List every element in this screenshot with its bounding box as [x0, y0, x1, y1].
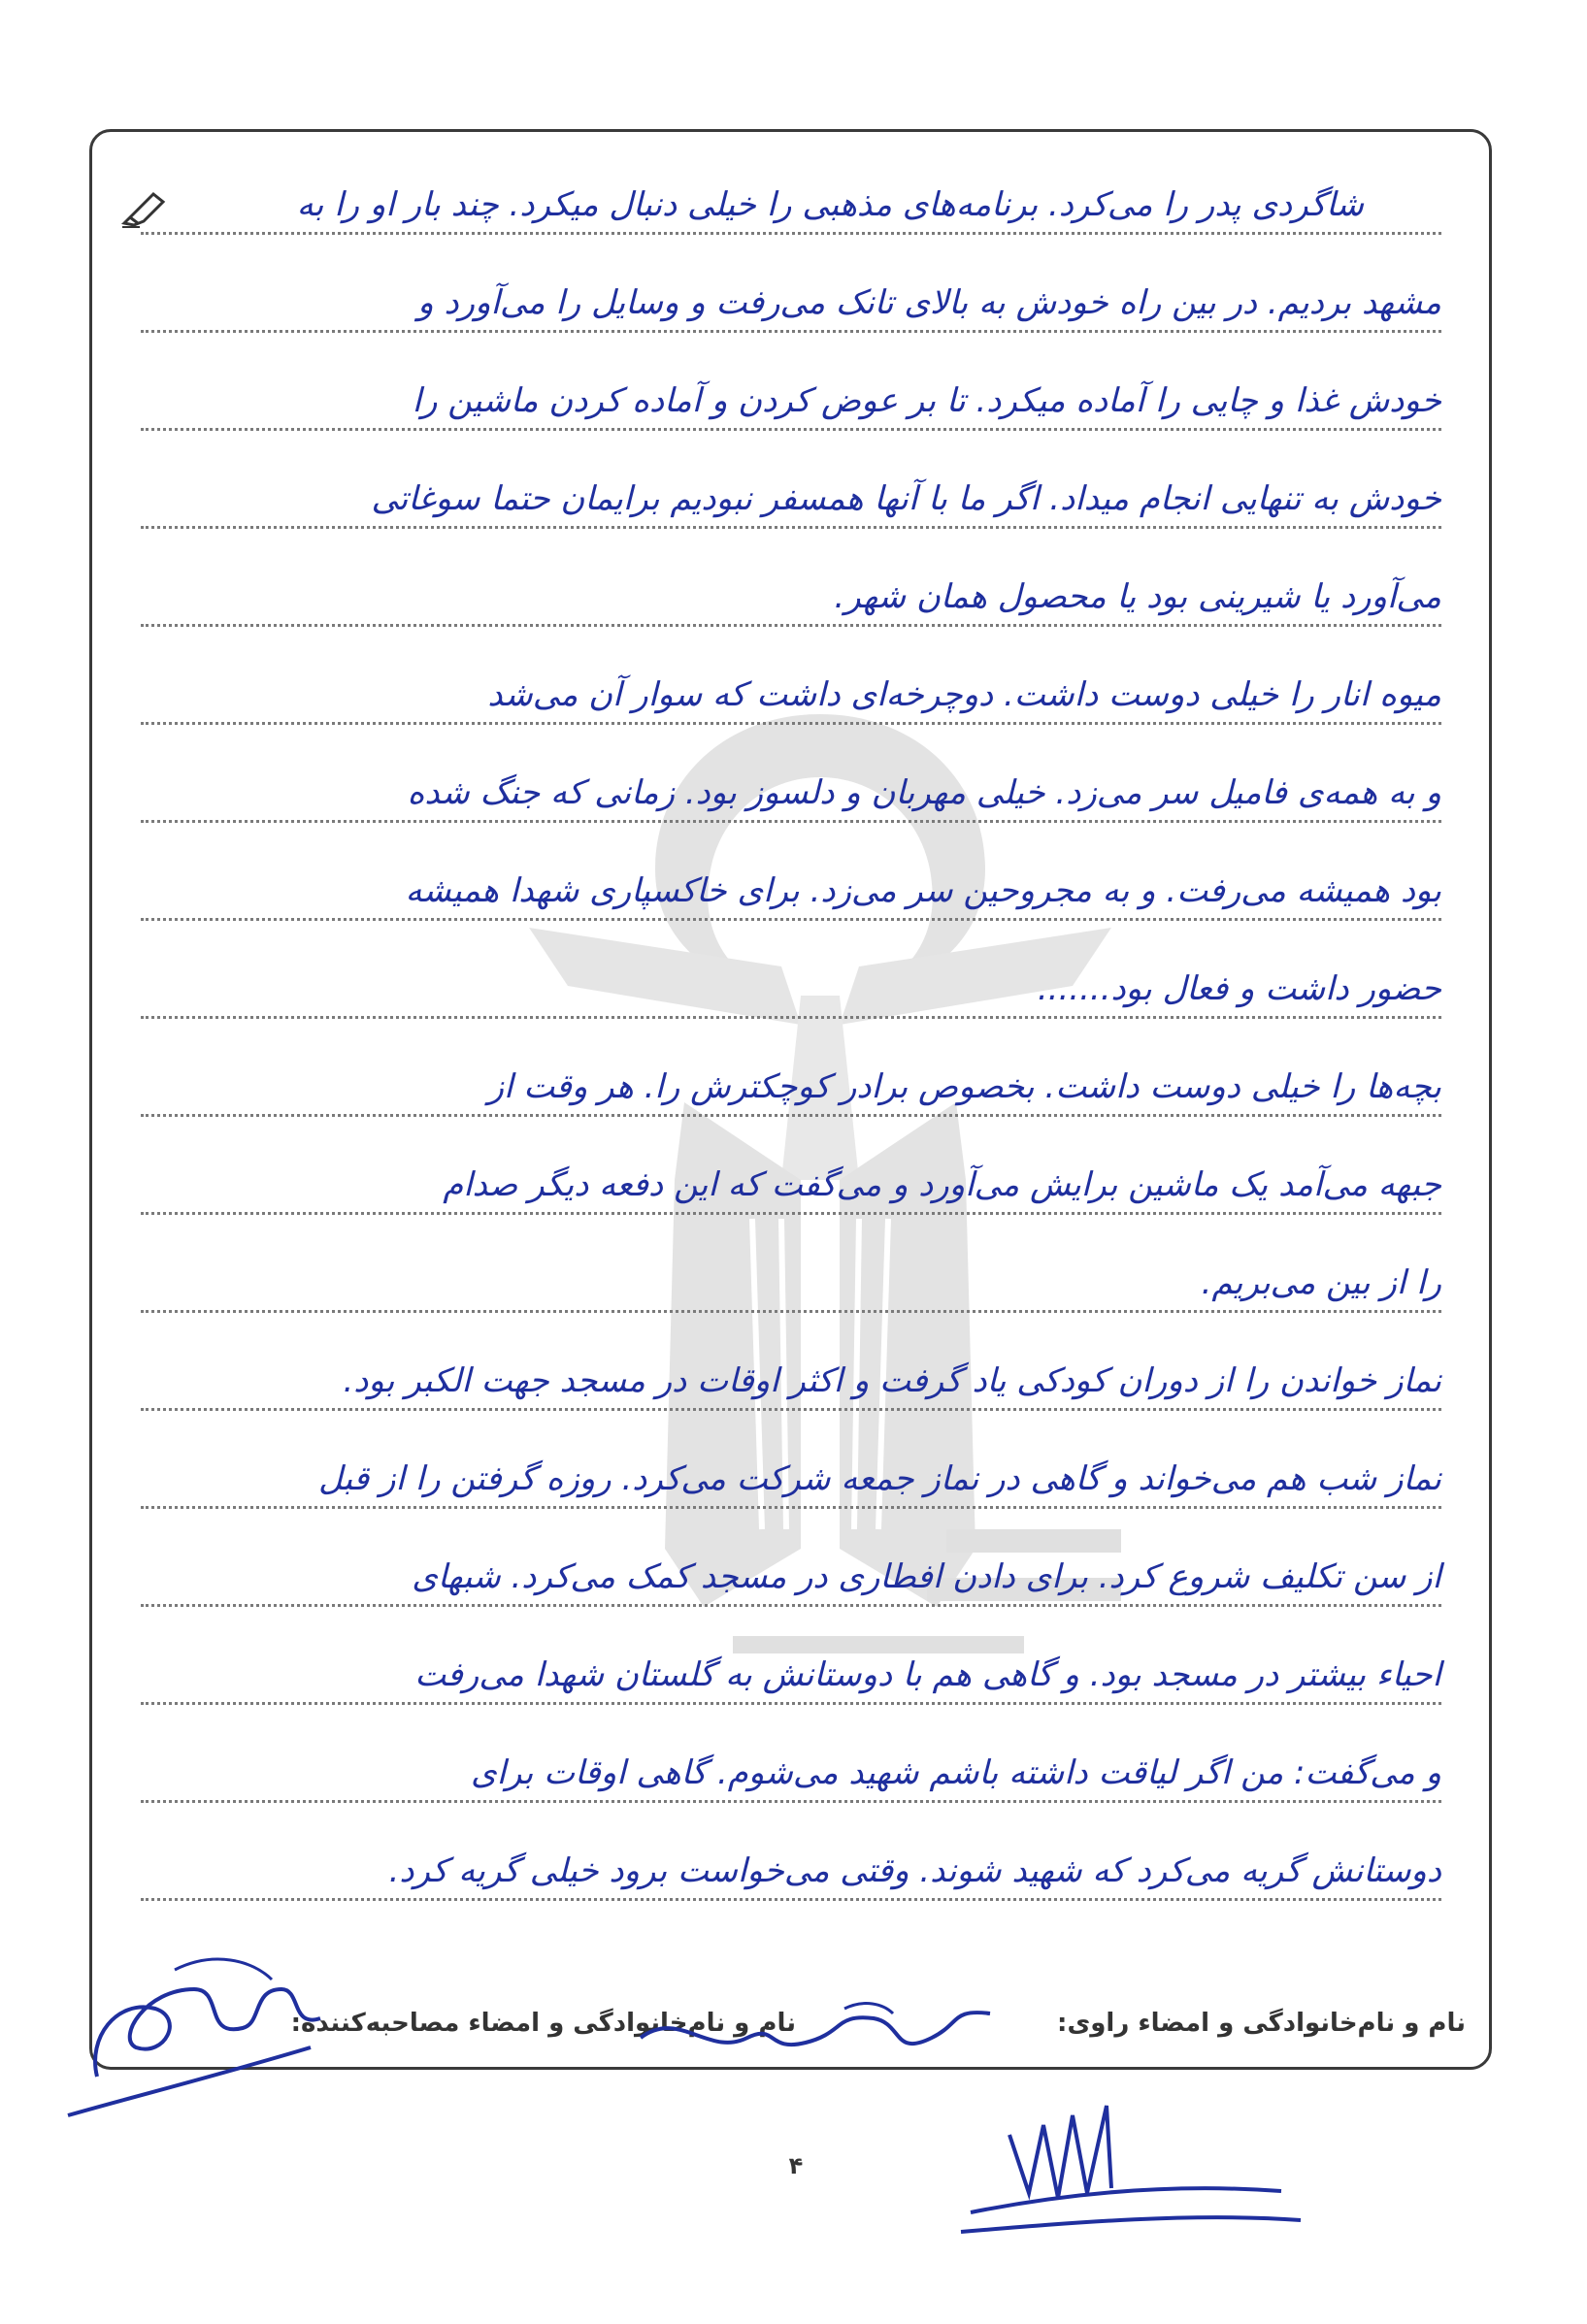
text-line — [141, 436, 1441, 529]
line-text: نماز خواندن را از دوران کودکی یاد گرفت و اکثر اوقات در مسجد جهت الکبر بود. — [343, 1361, 1441, 1400]
text-line — [141, 730, 1441, 823]
interviewer-signature — [621, 1999, 1029, 2077]
interviewer-label: نام و نام‌خانوادگی و امضاء مصاحبه‌کننده: — [290, 2009, 796, 2038]
line-text: شاگردی پدر را می‌کرد. برنامه‌های مذهبی را خیلی دنبال میکرد. چند بار او را به — [296, 185, 1364, 224]
line-text: می‌آورد یا شیرینی بود یا محصول همان شهر. — [834, 577, 1441, 616]
line-text: دوستانش گریه می‌کرد که شهید شوند. وقتی می‌خواست برود خیلی گریه کرد. — [388, 1851, 1441, 1890]
line-text: میوه انار را خیلی دوست داشت. دوچرخه‌ای داشت که سوار آن می‌شد — [487, 675, 1441, 714]
text-line — [141, 1612, 1441, 1705]
line-text: بود همیشه می‌رفت. و به مجروحین سر می‌زد. برای خاکسپاری شهدا همیشه — [405, 871, 1441, 910]
text-line — [141, 926, 1441, 1019]
official-signature — [951, 2077, 1320, 2271]
line-text: بچه‌ها را خیلی دوست داشت. بخصوص برادر کوچکترش را. هر وقت از — [487, 1067, 1441, 1106]
narrator-signature — [58, 1931, 369, 2125]
line-text: احیاء بیشتر در مسجد بود. و گاهی هم با دوستانش به گلستان شهدا می‌رفت — [414, 1655, 1441, 1694]
text-line — [141, 1808, 1441, 1901]
line-text: خودش به تنهایی انجام میداد. اگر ما با آنها همسفر نبودیم برایمان حتما سوغاتی — [371, 479, 1441, 518]
line-text: جبهه می‌آمد یک ماشین برایش می‌آورد و می‌گفت که این دفعه دیگر صدام — [443, 1165, 1441, 1204]
text-line — [141, 632, 1441, 725]
page-frame — [89, 129, 1492, 2070]
text-line — [141, 1318, 1441, 1411]
text-line — [141, 142, 1441, 235]
text-line — [141, 1514, 1441, 1607]
text-line — [141, 240, 1441, 333]
text-line — [141, 1024, 1441, 1117]
line-text: حضور داشت و فعال بود....... — [1037, 969, 1441, 1008]
line-text: از سن تکلیف شروع کرد. برای دادن افطاری در مسجد کمک می‌کرد. شبهای — [412, 1557, 1441, 1596]
text-line — [141, 534, 1441, 627]
text-line — [141, 1220, 1441, 1313]
text-line — [141, 338, 1441, 431]
line-text: نماز شب هم می‌خواند و گاهی در نماز جمعه شرکت می‌کرد. روزه گرفتن را از قبل — [318, 1459, 1441, 1498]
line-text: و به همه‌ی فامیل سر می‌زد. خیلی مهربان و دلسوز بود. زمانی که جنگ شده — [407, 773, 1441, 812]
text-line — [141, 1122, 1441, 1215]
narrator-label: نام و نام‌خانوادگی و امضاء راوی: — [1057, 2009, 1466, 2038]
line-text: خودش غذا و چایی را آماده میکرد. تا بر عوض کردن و آماده کردن ماشین را — [412, 381, 1441, 420]
line-text: مشهد بردیم. در بین راه خودش به بالای تانک می‌رفت و وسایل را می‌آورد و — [417, 283, 1441, 322]
line-text: را از بین می‌بریم. — [1201, 1263, 1441, 1302]
line-text: و می‌گفت: من اگر لیاقت داشته باشم شهید می‌شوم. گاهی اوقات برای — [471, 1753, 1441, 1792]
text-line — [141, 1710, 1441, 1803]
text-line — [141, 1416, 1441, 1509]
page-number: ۴ — [788, 2152, 804, 2179]
text-line — [141, 828, 1441, 921]
